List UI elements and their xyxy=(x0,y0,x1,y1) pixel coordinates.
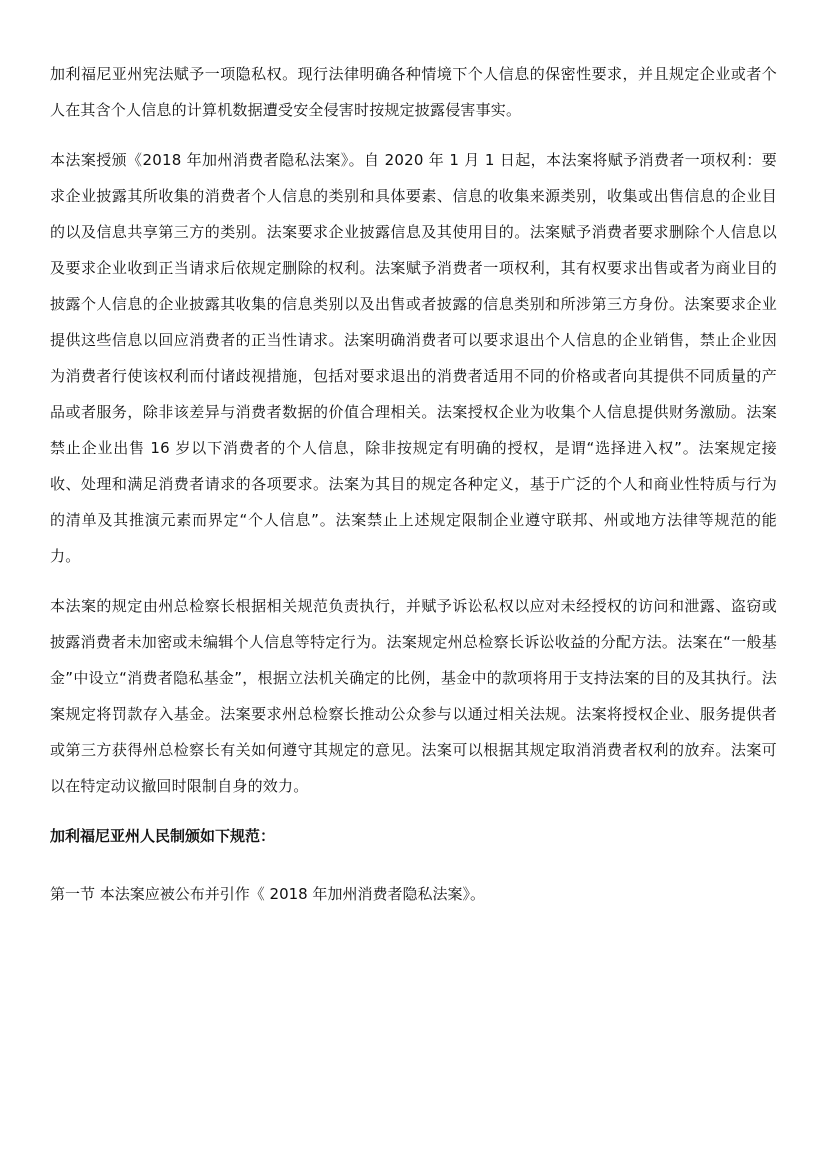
document-body xyxy=(50,56,777,912)
intro-paragraph: 加利福尼亚州宪法赋予一项隐私权。现行法律明确各种情境下个人信息的保密性要求，并且规定企业或者个人在其含个人信息的计算机数据遭受安全侵害时按规定披露侵害事实。 xyxy=(50,65,777,119)
enforcement-paragraph: 本法案的规定由州总检察长根据相关规范负责执行，并赋予诉讼私权以应对未经授权的访问和泄露、盗窃或披露消费者未加密或未编辑个人信息等特定行为。法案规定州总检察长诉讼收益的分配方法。法案在“一般基金”中设立“消费者隐私基金”，根据立法机关确定的比例，基金中的款项将用于支持法案的目的及其执行。法案规定将罚款存入基金。法案要求州总检察长推动公众参与以通过相关法规。法案将授权企业、服务提供者或第三方获得州总检察长有关如何遵守其规定的意见。法案可以根据其规定取消消费者权利的放弃。法案可以在特定动议撤回时限制自身的效力。 xyxy=(50,597,777,795)
section-one: 第一节 本法案应被公布并引作《 2018 年加州消费者隐私法案》。 xyxy=(50,885,485,903)
enactment-heading: 加利福尼亚州人民制颁如下规范： xyxy=(50,827,276,845)
summary-paragraph: 本法案授颁《2018 年加州消费者隐私法案》。自 2020 年 1 月 1 日起，本法案将赋予消费者一项权利：要求企业披露其所收集的消费者个人信息的类别和具体要素、信息的收集来源类别，收集或出售信息的企业目的以及信息共享第三方的类别。法案要求企业披露信息及其使用目的。法案赋予消费者要求删除个人信息以及要求企业收到正当请求后依规定删除的权利。法案赋予消费者一项权利，其有权要求出售或者为商业目的披露个人信息的企业披露其收集的信息类别以及出售或者披露的信息类别和所涉第三方身份。法案要求企业提供这些信息以回应消费者的正当性请求。法案明确消费者可以要求退出个人信息的企业销售，禁止企业因为消费者行使该权利而付诸歧视措施，包括对要求退出的消费者适用不同的价格或者向其提供不同质量的产品或者服务，除非该差异与消费者数据的价值合理相关。法案授权企业为收集个人信息提供财务激励。法案禁止企业出售 16 岁以下消费者的个人信息，除非按规定有明确的授权，是谓“选择进入权”。法案规定接收、处理和满足消费者请求的各项要求。法案为其目的规定各种定义，基于广泛的个人和商业性特质与行为的清单及其推演元素而界定“个人信息”。法案禁止上述规定限制企业遵守联邦、州或地方法律等规范的能力。 xyxy=(50,151,777,565)
